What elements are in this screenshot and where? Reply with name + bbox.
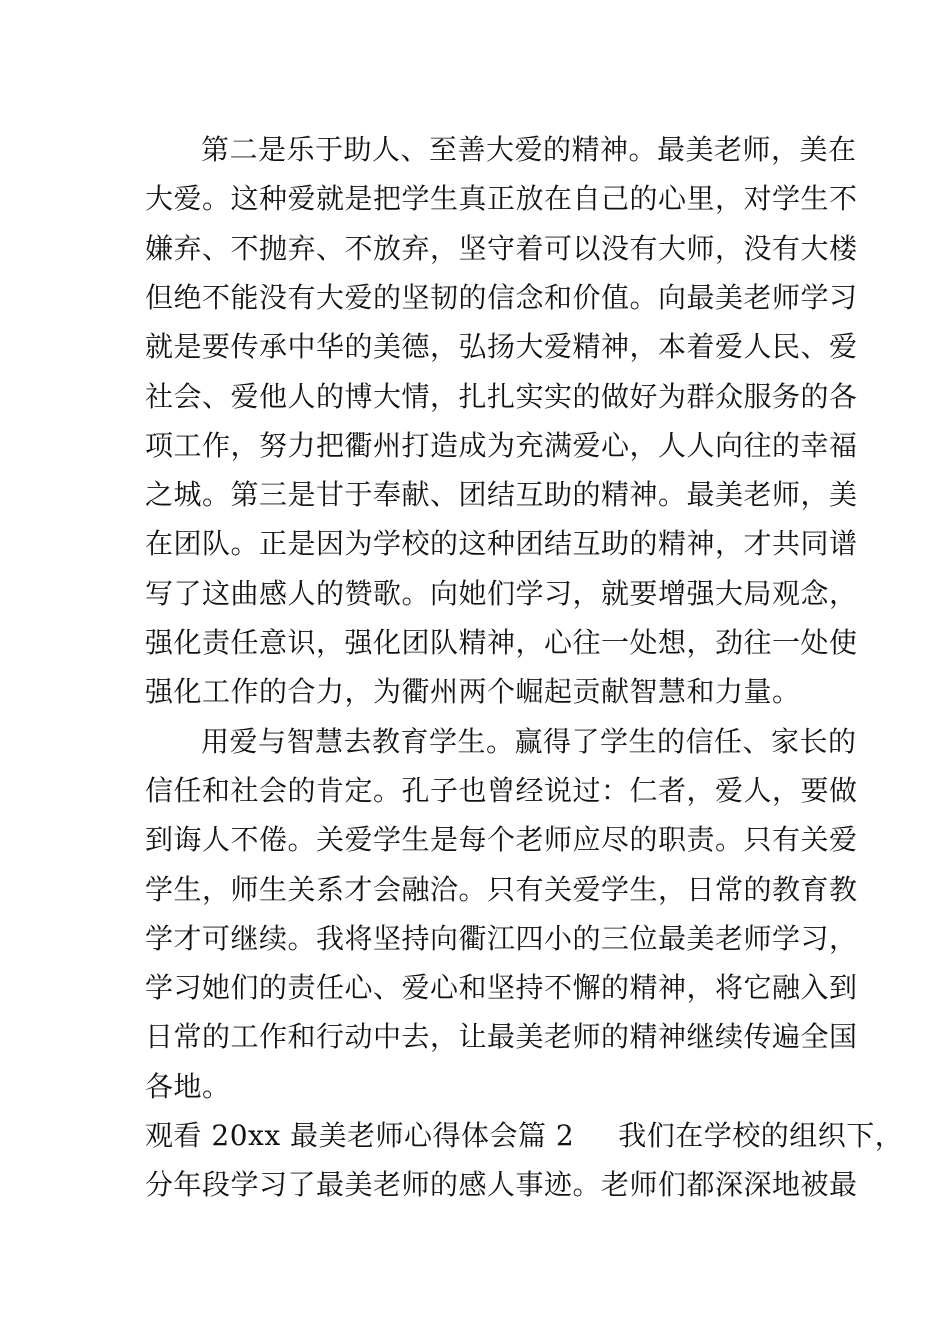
section-heading-line <box>145 1111 903 1160</box>
paragraph-1-line-4: 但绝不能没有大爱的坚韧的信念和价值。向最美老师学习 <box>145 280 858 314</box>
section-line-1: 分年段学习了最美老师的感人事迹。老师们都深深地被最 <box>145 1168 858 1202</box>
paragraph-1-line-6: 社会、爱他人的博大情，扎扎实实的做好为群众服务的各 <box>145 379 858 413</box>
paragraph-2-line-2: 信任和社会的肯定。孔子也曾经说过：仁者，爱人，要做 <box>145 773 858 807</box>
paragraph-1-line-3: 嫌弃、不抛弃、不放弃，坚守着可以没有大师，没有大楼 <box>145 231 858 265</box>
paragraph-1-line-10: 写了这曲感人的赞歌。向她们学习，就要增强大局观念， <box>145 576 858 610</box>
paragraph-1-line-1: 第二是乐于助人、至善大爱的精神。最美老师，美在 <box>201 133 857 166</box>
paragraph-2-line-3: 到诲人不倦。关爱学生是每个老师应尽的职责。只有关爱 <box>145 823 858 857</box>
paragraph-2-line-5: 学才可继续。我将坚持向衢江四小的三位最美老师学习， <box>145 921 858 955</box>
paragraph-1-line-7: 项工作，努力把衢州打造成为充满爱心，人人向往的幸福 <box>145 428 858 462</box>
section-continuation: 我们在学校的组织下， <box>618 1119 904 1152</box>
paragraph-2-line-1: 用爱与智慧去教育学生。赢得了学生的信任、家长的 <box>201 724 857 758</box>
section-title: 观看 20xx 最美老师心得体会篇 2 <box>145 1119 575 1152</box>
paragraph-2-line-8: 各地。 <box>145 1069 231 1103</box>
paragraph-2-line-4: 学生，师生关系才会融洽。只有关爱学生，日常的教育教 <box>145 872 858 906</box>
paragraph-1-line-2: 大爱。这种爱就是把学生真正放在自己的心里，对学生不 <box>145 182 858 216</box>
paragraph-1-line-8: 之城。第三是甘于奉献、团结互助的精神。最美老师，美 <box>145 478 858 512</box>
paragraph-1-line-11: 强化责任意识，强化团队精神，心往一处想，劲往一处使 <box>145 626 858 659</box>
paragraph-2-line-6: 学习她们的责任心、爱心和坚持不懈的精神，将它融入到 <box>145 971 858 1005</box>
paragraph-1-line-12: 强化工作的合力，为衢州两个崛起贡献智慧和力量。 <box>145 675 801 709</box>
paragraph-1-line-9: 在团队。正是因为学校的这种团结互助的精神，才共同谱 <box>145 527 858 561</box>
paragraph-2-line-7: 日常的工作和行动中去，让最美老师的精神继续传遍全国 <box>145 1020 858 1054</box>
paragraph-1-line-5: 就是要传承中华的美德，弘扬大爱精神，本着爱人民、爱 <box>145 330 858 364</box>
